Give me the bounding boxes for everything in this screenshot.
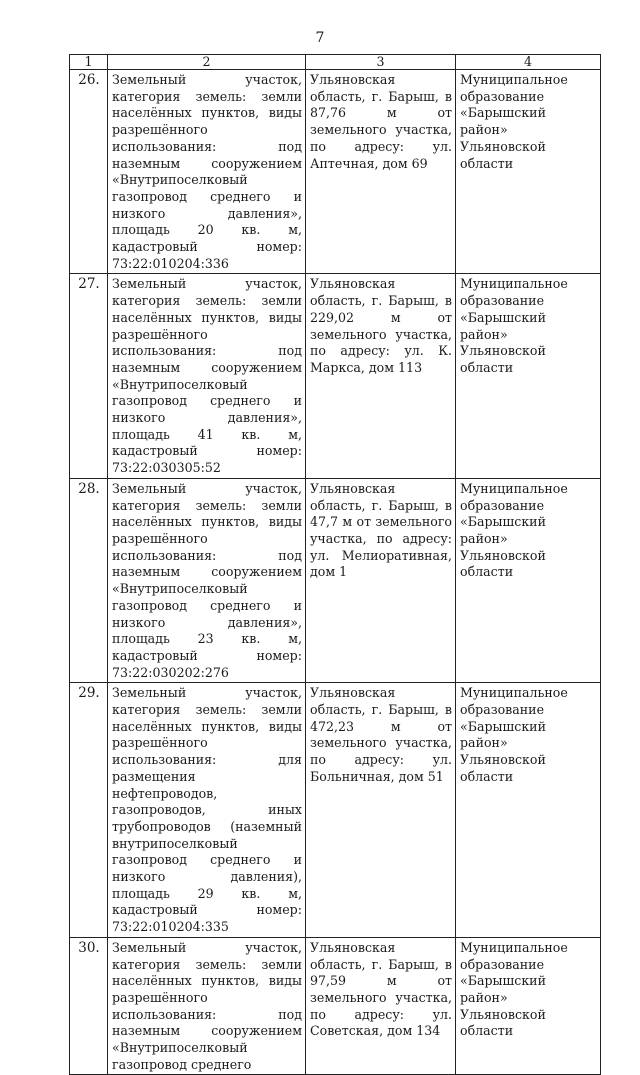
- row-number: 29.: [70, 683, 108, 938]
- plot-location: Ульяновская область, г. Барыш, в 47,7 м от земельного участка, по адресу: ул. Мелиоративная, дом 1: [306, 478, 456, 682]
- plot-owner: Муниципальное образование «Барышский район» Ульяновской области: [456, 478, 601, 682]
- table-row: [70, 683, 601, 938]
- land-plots-table: [69, 54, 601, 1075]
- plot-description: Земельный участок, категория земель: земли населённых пунктов, виды разрешённого использования: под наземным сооружением «Внутрипоселковый газопровод среднего: [108, 937, 306, 1075]
- table-row: [70, 274, 601, 478]
- header-row: [70, 55, 601, 70]
- table-row: [70, 478, 601, 682]
- plot-location: Ульяновская область, г. Барыш, в 97,59 м от земельного участка, по адресу: ул. Советская, дом 134: [306, 937, 456, 1075]
- plot-description: Земельный участок, категория земель: земли населённых пунктов, виды разрешённого использования: под наземным сооружением «Внутрипоселковый газопровод среднего и низкого давления», площадь 41 кв. м, кадастровый номер: 73:22:030305:52: [108, 274, 306, 478]
- column-header-4: 4: [456, 55, 601, 70]
- row-number: 30.: [70, 937, 108, 1075]
- column-header-3: 3: [306, 55, 456, 70]
- plot-owner: Муниципальное образование «Барышский район» Ульяновской области: [456, 274, 601, 478]
- table-row: [70, 70, 601, 274]
- plot-location: Ульяновская область, г. Барыш, в 472,23 м от земельного участка, по адресу: ул. Больничная, дом 51: [306, 683, 456, 938]
- row-number: 26.: [70, 70, 108, 274]
- page-number: 7: [315, 30, 325, 46]
- table-row: [70, 937, 601, 1075]
- column-header-1: 1: [70, 55, 108, 70]
- plot-description: Земельный участок, категория земель: земли населённых пунктов, виды разрешённого использования: для размещения нефтепроводов, газопроводов, иных трубопроводов (наземный внутрипоселковый газопровод среднего и низкого давления), площадь 29 кв. м, кадастровый номер: 73:22:010204:335: [108, 683, 306, 938]
- row-number: 27.: [70, 274, 108, 478]
- plot-location: Ульяновская область, г. Барыш, в 87,76 м от земельного участка, по адресу: ул. Аптечная, дом 69: [306, 70, 456, 274]
- column-header-2: 2: [108, 55, 306, 70]
- plot-owner: Муниципальное образование «Барышский район» Ульяновской области: [456, 70, 601, 274]
- plot-owner: Муниципальное образование «Барышский район» Ульяновской области: [456, 937, 601, 1075]
- row-number: 28.: [70, 478, 108, 682]
- plot-location: Ульяновская область, г. Барыш, в 229,02 м от земельного участка, по адресу: ул. К. Маркса, дом 113: [306, 274, 456, 478]
- plot-description: Земельный участок, категория земель: земли населённых пунктов, виды разрешённого использования: под наземным сооружением «Внутрипоселковый газопровод среднего и низкого давления», площадь 23 кв. м, кадастровый номер: 73:22:030202:276: [108, 478, 306, 682]
- plot-description: Земельный участок, категория земель: земли населённых пунктов, виды разрешённого использования: под наземным сооружением «Внутрипоселковый газопровод среднего и низкого давления», площадь 20 кв. м, кадастровый номер: 73:22:010204:336: [108, 70, 306, 274]
- plot-owner: Муниципальное образование «Барышский район» Ульяновской области: [456, 683, 601, 938]
